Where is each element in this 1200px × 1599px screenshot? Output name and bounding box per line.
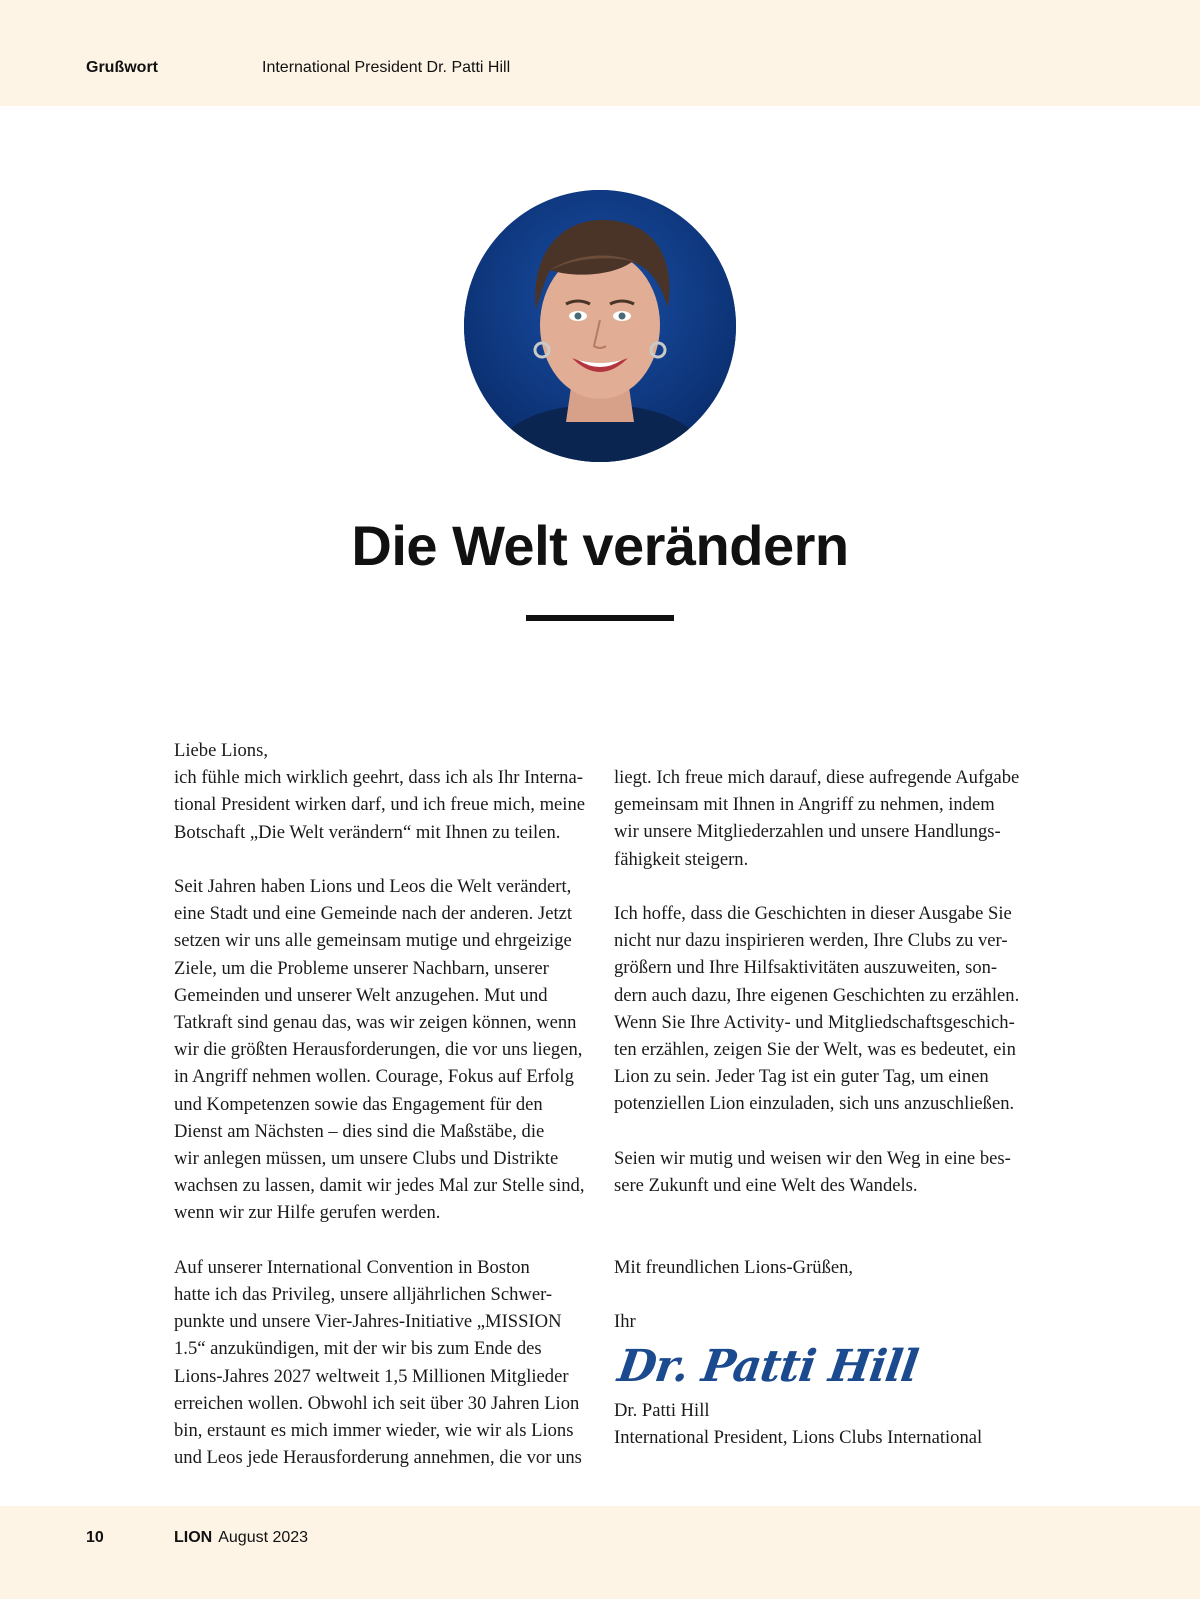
footer-magazine [174,1529,308,1547]
page-number: 10 [86,1529,104,1546]
paragraph-convention: Auf unserer International Convention in Boston hatte ich das Privileg, unsere alljährlichen Schwer- punkte und unsere Vier-Jahres-Initiative „MISSION 1.5“ anzukündigen, mit der wir bis zum Ende des Lions-Jahres 2027 weltweit 1,5 Millionen Mitglieder erreichen wollen. Obwohl ich seit über 30 Jahren Lion bin, erstaunt es mich immer wieder, wie wir als Lions und Leos jede Herausforderung annehmen, die vor uns [174,1256,582,1469]
closing-line: Mit freundlichen Lions-Grüßen, [614,1256,854,1278]
section-label: Grußwort [86,59,158,76]
headline: Die Welt verändern [351,514,849,577]
signer-name: Dr. Patti Hill [614,1400,710,1422]
salutation: Ihr [614,1310,636,1332]
header-subtitle: International President Dr. Patti Hill [262,59,511,76]
portrait-photo [464,190,736,462]
header-band [0,0,1200,106]
paragraph-continuation: liegt. Ich freue mich darauf, diese aufregende Aufgabe gemeinsam mit Ihnen in Angriff zu nehmen, indem wir unsere Mitgliederzahlen und unsere Handlungs- fähigkeit steigern. [614,767,1020,870]
handwritten-signature: Dr. Patti Hill [614,1341,921,1393]
letter-column-left [174,737,596,1471]
headline-rule [526,615,674,621]
letter-column-right [614,764,1036,1452]
portrait-illustration [464,190,736,462]
paragraph-greeting: Liebe Lions, ich fühle mich wirklich geehrt, dass ich als Ihr Interna- tional President wirken darf, und ich freue mich, meine Botschaft „Die Welt verändern“ mit Ihnen zu teilen. [174,740,585,843]
paragraph-lions-change-world: Seit Jahren haben Lions und Leos die Welt verändert, eine Stadt und eine Gemeinde nach der anderen. Jetzt setzen wir uns alle gemeinsam mutige und ehrgeizige Ziele, um die Probleme unserer Nachbarn, unserer Gemeinden und unserer Welt anzugehen. Mut und Tatkraft sind genau das, was wir zeigen können, wenn wir die größten Herausforderungen, die vor uns liegen, in Angriff nehmen wollen. Courage, Fokus auf Erfolg und Kompetenzen sowie das Engagement für den Dienst am Nächsten – dies sind die Maßstäbe, die wir anlegen müssen, um unsere Clubs und Distrikte wachsen zu lassen, damit wir jedes Mal zur Stelle sind, wenn wir zur Hilfe gerufen werden. [174,876,585,1224]
issue-date: August 2023 [218,1529,309,1546]
paragraph-courage: Seien wir mutig und weisen wir den Weg in eine bes- sere Zukunft und eine Welt des Wandels. [614,1147,1011,1197]
signer-title: International President, Lions Clubs International [614,1427,983,1449]
paragraph-stories: Ich hoffe, dass die Geschichten in dieser Ausgabe Sie nicht nur dazu inspirieren werden, Ihre Clubs zu ver- größern und Ihre Hilfsaktivitäten auszuweiten, son- dern auch dazu, Ihre eigenen Geschichten zu erzählen. Wenn Sie Ihre Activity- und Mitgliedschaftsgeschich- ten erzählen, zeigen Sie der Welt, was es bedeutet, ein Lion zu sein. Jeder Tag ist ein guter Tag, um einen potenziellen Lion einzuladen, sich uns anzuschließen. [614,903,1020,1115]
magazine-name: LION [174,1529,213,1546]
footer-band [0,1506,1200,1599]
